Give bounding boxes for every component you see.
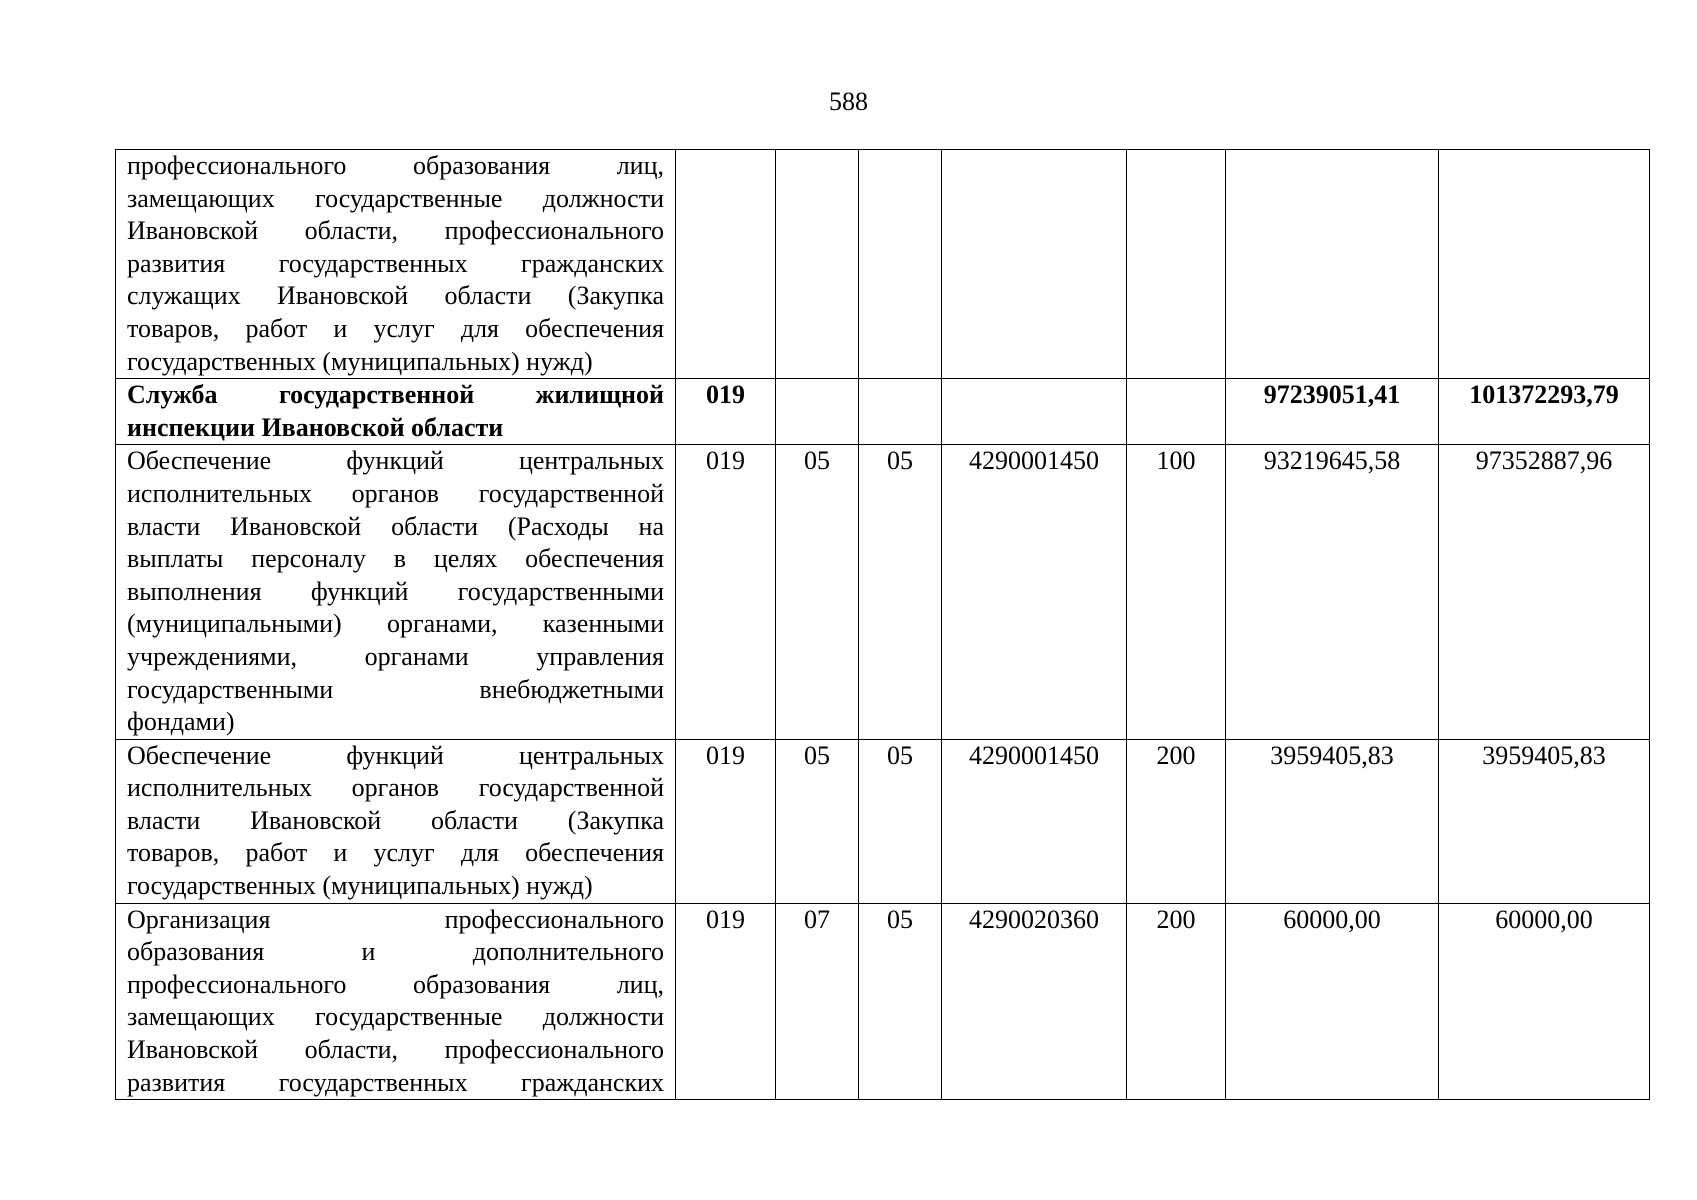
budget-table — [115, 149, 1650, 1100]
amount-year-1: 93219645,58 — [1226, 445, 1439, 739]
section-code: 05 — [776, 445, 859, 739]
amount-year-1: 97239051,41 — [1226, 379, 1439, 445]
target-article-code: 4290001450 — [942, 739, 1127, 903]
amount-year-2: 3959405,83 — [1439, 739, 1650, 903]
amount-year-2: 101372293,79 — [1439, 379, 1650, 445]
grbs-code: 019 — [676, 379, 776, 445]
description-line: профессионального образования лиц, — [127, 151, 664, 180]
grbs-code: 019 — [676, 739, 776, 903]
amount-year-2: 60000,00 — [1439, 903, 1650, 1100]
description-line: Обеспечение функций центральных — [127, 446, 664, 476]
subsection-code: 05 — [859, 903, 942, 1100]
table-row — [116, 379, 1650, 445]
section-code — [776, 379, 859, 445]
expense-type-code: 100 — [1127, 445, 1226, 739]
description-line: Обеспечение функций центральных — [127, 740, 664, 770]
amount-year-1: 3959405,83 — [1226, 739, 1439, 903]
row-description — [116, 445, 676, 739]
description-line: государственных (муниципальных) нужд) — [127, 346, 593, 376]
table-body — [116, 150, 1650, 1100]
table-row — [116, 903, 1650, 1100]
description-line: замещающих государственные должности — [127, 1002, 664, 1032]
description-line: развития государственных гражданских — [127, 1067, 664, 1097]
description-line: образования и дополнительного — [127, 937, 664, 967]
expense-type-code — [1127, 150, 1226, 379]
table-row — [116, 150, 1650, 379]
table-row — [116, 445, 1650, 739]
description-line: Ивановской области, профессионального — [127, 1035, 664, 1065]
section-code: 05 — [776, 739, 859, 903]
grbs-code: 019 — [676, 903, 776, 1100]
description-line: товаров, работ и услуг для обеспечения — [127, 838, 664, 868]
description-line: Ивановской области, профессионального — [127, 216, 664, 246]
description-line: выплаты персоналу в целях обеспечения — [127, 544, 664, 574]
description-line: исполнительных органов государственной — [127, 478, 664, 508]
expense-type-code: 200 — [1127, 903, 1226, 1100]
row-description — [116, 903, 676, 1100]
description-line: учреждениями, органами управления — [127, 641, 664, 671]
target-article-code — [942, 150, 1127, 379]
description-line: инспекции Ивановской области — [127, 412, 504, 442]
amount-year-1 — [1226, 150, 1439, 379]
description-line: власти Ивановской области (Расходы на — [127, 511, 664, 541]
expense-type-code: 200 — [1127, 739, 1226, 903]
description-line: выполнения функций государственными — [127, 576, 664, 606]
target-article-code — [942, 379, 1127, 445]
target-article-code: 4290001450 — [942, 445, 1127, 739]
amount-year-1: 60000,00 — [1226, 903, 1439, 1100]
target-article-code: 4290020360 — [942, 903, 1127, 1100]
page-number: 588 — [829, 87, 868, 116]
description-line: замещающих государственные должности — [127, 183, 664, 213]
section-code: 07 — [776, 903, 859, 1100]
section-code — [776, 150, 859, 379]
grbs-code: 019 — [676, 445, 776, 739]
subsection-code: 05 — [859, 445, 942, 739]
subsection-code: 05 — [859, 739, 942, 903]
grbs-code — [676, 150, 776, 379]
row-description — [116, 739, 676, 903]
description-line: Служба государственной жилищной — [127, 380, 664, 410]
row-description — [116, 150, 676, 379]
description-line: (муниципальными) органами, казенными — [127, 609, 664, 639]
subsection-code — [859, 379, 942, 445]
description-line: развития государственных гражданских — [127, 248, 664, 278]
amount-year-2 — [1439, 150, 1650, 379]
description-line: Организация профессионального — [127, 904, 664, 934]
description-line: профессионального образования лиц, — [127, 969, 664, 999]
description-line: служащих Ивановской области (Закупка — [127, 281, 664, 311]
description-line: государственными внебюджетными — [127, 674, 664, 704]
row-description — [116, 379, 676, 445]
amount-year-2: 97352887,96 — [1439, 445, 1650, 739]
expense-type-code — [1127, 379, 1226, 445]
subsection-code — [859, 150, 942, 379]
description-line: фондами) — [127, 707, 235, 737]
table-row — [116, 739, 1650, 903]
description-line: исполнительных органов государственной — [127, 773, 664, 803]
description-line: государственных (муниципальных) нужд) — [127, 871, 593, 901]
description-line: власти Ивановской области (Закупка — [127, 805, 664, 835]
description-line: товаров, работ и услуг для обеспечения — [127, 313, 664, 343]
